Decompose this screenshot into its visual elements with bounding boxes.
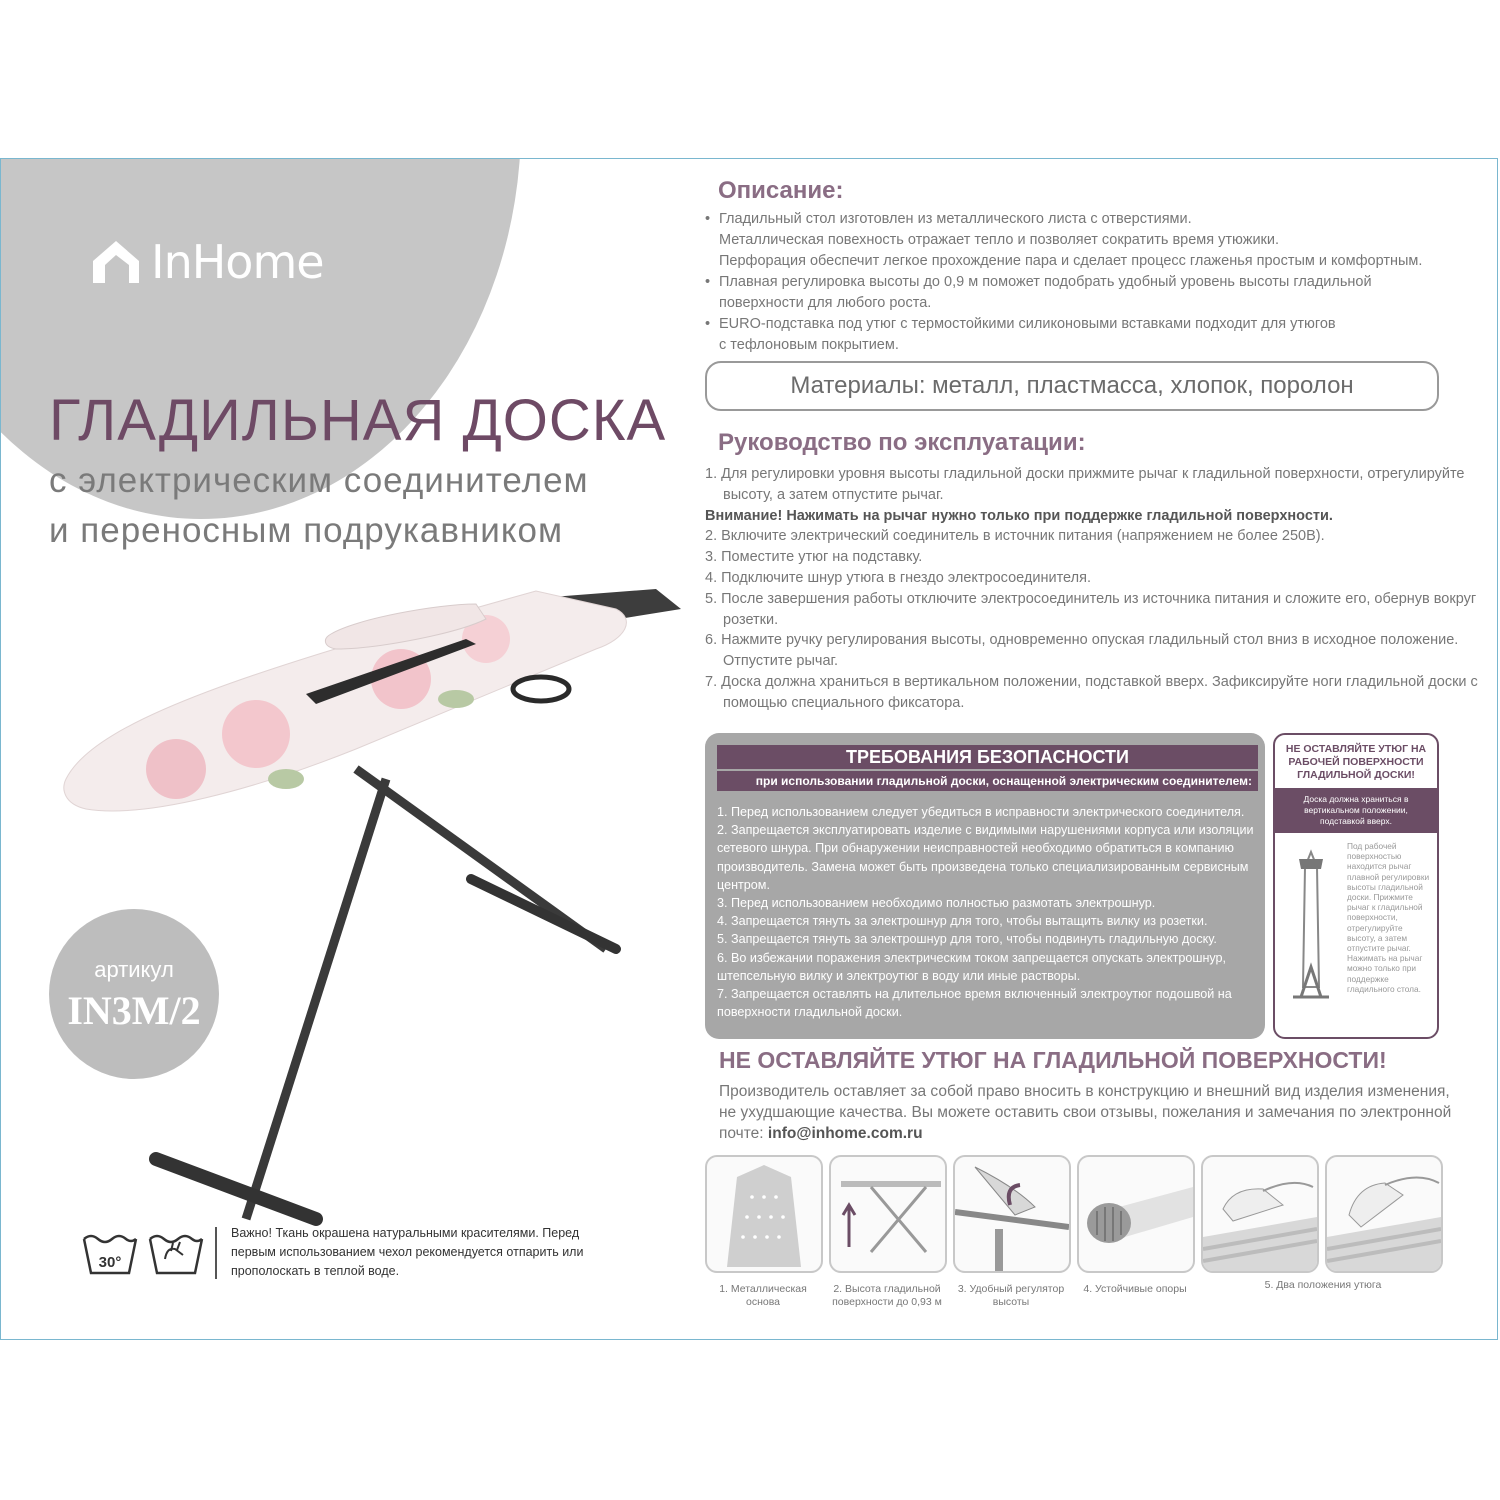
description-line: с тефлоновым покрытием. xyxy=(719,337,899,353)
wash-30-icon xyxy=(81,1229,139,1277)
manual-item: 3. Поместите утюг на подставку. xyxy=(705,549,923,566)
description-line: Металлическая повехность отражает тепло и позволяет сократить время утюжики. xyxy=(719,232,1280,248)
description-heading: Описание: xyxy=(718,177,844,204)
wash-temperature: 30° xyxy=(98,1253,122,1271)
manual-item: 5. После завершения работы отключите электросоединитель из источника питания и сложите его, обернув вокруг розетки. xyxy=(705,590,1477,628)
safety-item: 5. Запрещается тянуть за электрошнур для того, чтобы подвинуть гладильную доску. xyxy=(717,932,1217,947)
feature-caption: 4. Устойчивые опоры xyxy=(1083,1283,1187,1295)
upright-board-icon xyxy=(1281,847,1341,1007)
height-adjust-icon xyxy=(831,1157,945,1271)
notice-body: Производитель оставляет за собой право вносить в конструкцию и внешний вид изделия изменения, не ухудшающие качества. Вы можете оставить свои отзывы, пожелания и замечания по электронной почте: xyxy=(719,1083,1452,1142)
safety-item: 3. Перед использованием необходимо полностью размотать электрошнур. xyxy=(717,896,1156,911)
article-code: IN3M/2 xyxy=(67,988,201,1033)
product-title: ГЛАДИЛЬНАЯ ДОСКА xyxy=(49,388,667,453)
manual-heading: Руководство по эксплуатации: xyxy=(718,429,1086,456)
storage-note-heading: НЕ ОСТАВЛЯЙТЕ УТЮГ НА РАБОЧЕЙ ПОВЕРХНОСТИ ГЛАДИЛЬНОЙ ДОСКИ! xyxy=(1285,743,1427,781)
brand-logo xyxy=(91,235,324,289)
safety-item: 4. Запрещается тянуть за электрошнур для того, чтобы вытащить вилку из розетки. xyxy=(717,914,1208,929)
feature-item xyxy=(1077,1155,1193,1296)
feature-strip xyxy=(705,1155,1445,1325)
care-divider xyxy=(215,1227,217,1279)
feature-item xyxy=(1201,1155,1317,1273)
manual-item: 4. Подключите шнур утюга в гнездо электросоединителя. xyxy=(705,569,1091,586)
safety-heading: ТРЕБОВАНИЯ БЕЗОПАСНОСТИ xyxy=(717,745,1258,769)
feature-caption: 3. Удобный регулятор высоты xyxy=(957,1283,1065,1308)
house-icon xyxy=(91,239,141,285)
description-line: • Плавная регулировка высоты до 0,9 м поможет подобрать удобный уровень высоты гладильной xyxy=(705,272,1485,293)
manual-item: 2. Включите электрический соединитель в источник питания (напряжением не более 250В). xyxy=(705,528,1325,545)
iron-position-flat-icon xyxy=(1203,1157,1317,1271)
safety-item: 1. Перед использованием следует убедиться в исправности электрического соединителя. xyxy=(717,805,1245,819)
safety-item: 6. Во избежании поражения электрическим током запрещается опускать электрошнур, штепсельную вилку и электроутюг в воду или иные растворы. xyxy=(717,950,1227,983)
manual-item: 1. Для регулировки уровня высоты гладильной доски прижмите рычаг к гладильной поверхности, отрегулируйте высоту, а затем отпустите рычаг. xyxy=(705,466,1465,503)
hand-wash-icon xyxy=(147,1229,205,1277)
manual-list xyxy=(705,464,1490,714)
ironing-board-image xyxy=(56,579,696,1239)
safety-item: 2. Запрещается эксплуатировать изделие с видимыми нарушениями корпуса или изоляции сетевого шнура. При обнаружении неисправностей необходимо обратиться в компанию производитель. Замена может быть произведена только специализированным сервисным центром. xyxy=(717,823,1254,892)
materials-box: Материалы: металл, пластмасса, хлопок, поролон xyxy=(705,361,1439,411)
description-list xyxy=(705,209,1485,356)
feature-caption: 1. Металлическая основа xyxy=(719,1283,807,1308)
feature-caption: 2. Высота гладильной поверхности до 0,93 м xyxy=(832,1283,942,1308)
notice-text xyxy=(719,1081,1469,1144)
perforated-board-icon xyxy=(707,1157,821,1271)
safety-subheading: при использовании гладильной доски, оснащенной электрическим соединителем: xyxy=(717,771,1258,791)
storage-note-text: Под рабочей поверхностью находится рычаг плавной регулировки высоты гладильной доски. Прижмите рычаг к гладильной поверхности, отрегулируйте высоту, а затем отпустите рычаг. Нажимать на рычаг можно только при поддержке гладильного стола. xyxy=(1347,841,1430,994)
feature-item xyxy=(705,1155,821,1308)
care-section xyxy=(81,1224,591,1281)
feature-caption: 5. Два положения утюга xyxy=(1264,1279,1382,1291)
product-subtitle-line2: и переносным подрукавником xyxy=(49,511,564,550)
height-lever-icon xyxy=(955,1157,1069,1271)
care-note: Важно! Ткань окрашена натуральными красителями. Перед первым использованием чехол рекомендуется отпарить или прополоскать в теплой воде. xyxy=(231,1226,584,1278)
description-line: • EURO-подставка под утюг с термостойкими силиконовыми вставками подходит для утюгов xyxy=(705,314,1485,335)
feature-item xyxy=(953,1155,1069,1308)
article-badge xyxy=(49,909,219,1079)
manual-item: 6. Нажмите ручку регулирования высоты, одновременно опуская гладильный стол вниз в исходное положение. Отпустите рычаг. xyxy=(705,632,1459,670)
description-line: поверхности для любого роста. xyxy=(719,295,932,311)
iron-position-tilted-icon xyxy=(1327,1157,1441,1271)
storage-note-band: Доска должна храниться в вертикальном положении, подставкой вверх. xyxy=(1275,788,1437,833)
notice-heading: НЕ ОСТАВЛЯЙТЕ УТЮГ НА ГЛАДИЛЬНОЙ ПОВЕРХНОСТИ! xyxy=(719,1047,1387,1073)
product-subtitle-line1: с электрическим соединителем xyxy=(49,461,589,500)
brand-name: InHome xyxy=(151,235,324,289)
storage-note-panel xyxy=(1273,733,1439,1039)
safety-list xyxy=(717,803,1262,1021)
feature-item xyxy=(1325,1155,1441,1273)
safety-item: 7. Запрещается оставлять на длительное время включенный электроутюг подошвой на поверхности гладильной доски. xyxy=(717,987,1232,1020)
manual-item: 7. Доска должна храниться в вертикальном положении, подставкой вверх. Зафиксируйте ноги гладильной доски с помощью специального фиксатора. xyxy=(705,673,1478,711)
article-label: артикул xyxy=(94,957,174,982)
product-card xyxy=(0,158,1498,1340)
foot-cap-icon xyxy=(1079,1157,1193,1271)
feature-item xyxy=(829,1155,945,1308)
safety-panel xyxy=(705,733,1265,1039)
contact-email[interactable]: info@inhome.com.ru xyxy=(767,1125,923,1142)
description-line: • Гладильный стол изготовлен из металлического листа с отверстиями. xyxy=(705,209,1485,230)
description-line: Перфорация обеспечит легкое прохождение пара и сделает процесс глаженья простым и комфортным. xyxy=(719,253,1423,269)
manual-warning: Внимание! Нажимать на рычаг нужно только при поддержке гладильной поверхности. xyxy=(705,507,1333,524)
